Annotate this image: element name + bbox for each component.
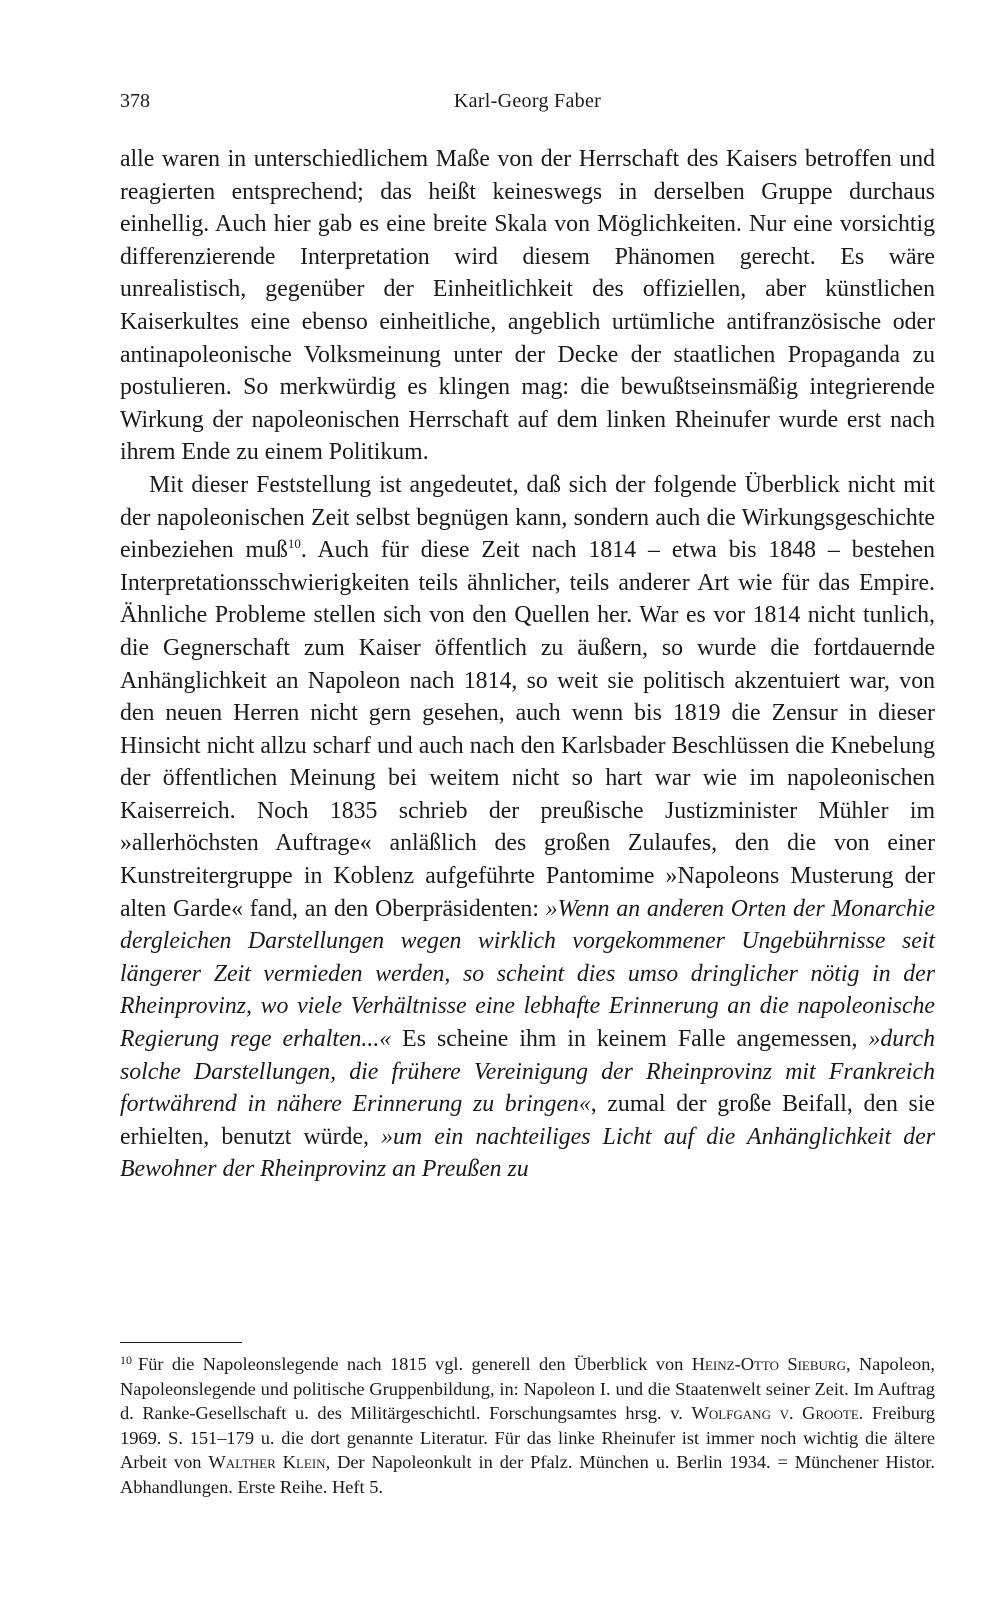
- editor-name: Wolfgang v. Groote: [691, 1403, 859, 1424]
- body-text: [120, 143, 935, 1186]
- paragraph-2-text: , zumal der große Beifall, den sie erhielten, benutzt würde,: [120, 1091, 935, 1150]
- footnote-text: . Freiburg 1969. S. 151–179 u. die dort genannte Literatur. Für das linke Rheinufer ist immer noch wichtig die ältere Arbeit von: [120, 1403, 935, 1473]
- footnote-text: Für die Napoleonslegende nach 1815 vgl. generell den Überblick von: [138, 1354, 692, 1374]
- page-number: 378: [120, 90, 150, 112]
- footnote-text: , Der Napoleonkult in der Pfalz. München u. Berlin 1934. = Münchener Histor. Abhandlungen. Erste Reihe. Heft 5.: [120, 1452, 936, 1497]
- page-header: [120, 90, 935, 120]
- quotation-3: »um ein nachteiliges Licht auf die Anhänglichkeit der Bewohner der Rheinprovinz an Preußen zu: [120, 1123, 935, 1183]
- paragraph-1: alle waren in unterschiedlichem Maße von der Herrschaft des Kaisers betroffen und reagierten entsprechend; das heißt keineswegs in derselben Gruppe durchaus einhellig. Auch hier gab es eine breite Skala von Möglichkeiten. Nur eine vorsichtig differenzierende Interpretation wird diesem Phänomen gerecht. Es wäre unrealistisch, gegenüber der Einheitlichkeit des offiziellen, aber künstlichen Kaiserkultes eine ebenso einheitliche, angeblich urtümliche antifranzösische oder antinapoleonische Volksmeinung unter der Decke der staatlichen Propaganda zu postulieren. So merkwürdig es klingen mag: die bewußtseinsmäßig integrierende Wirkung der napoleonischen Herrschaft auf dem linken Rheinufer wurde erst nach ihrem Ende zu einem Politikum.: [120, 146, 935, 466]
- author-name: Heinz-Otto Sieburg: [691, 1354, 846, 1374]
- footnote-text: , Napoleon, Napoleonslegende und politische Gruppenbildung, in: Napoleon I. und die Staatenwelt seiner Zeit. Im Auftrag d. Ranke-Gesellschaft u. des Militärgeschichtl. Forschungsamtes hrsg. v.: [120, 1354, 935, 1424]
- footnote-number: 10: [120, 1353, 132, 1367]
- quotation-1: »Wenn an anderen Orten der Monarchie dergleichen Darstellungen wegen wirklich vorgekommener Ungebührnisse seit längerer Zeit vermieden werden, so scheint dies umso dringlicher nötig in der Rheinprovinz, wo viele Verhältnisse eine lebhafte Erinnerung an die napoleonische Regierung rege erhalten...«: [120, 895, 935, 1053]
- paragraph-2-text: Es scheine ihm in keinem Falle angemessen,: [391, 1026, 869, 1053]
- footnote-divider: [120, 1342, 242, 1343]
- quotation-2: »durch solche Darstellungen, die frühere Vereinigung der Rheinprovinz mit Frankreich fortwährend in nähere Erinnerung zu bringen«: [120, 1026, 936, 1118]
- paragraph-2-text: Mit dieser Feststellung ist angedeutet, daß sich der folgende Überblick nicht mit der napoleonischen Zeit selbst begnügen kann, sondern auch die Wirkungsgeschichte einbeziehen muß: [120, 471, 935, 564]
- paragraph-2: [120, 469, 935, 1186]
- footnote-reference: 10: [287, 536, 301, 552]
- author-name: Walther Klein: [208, 1452, 326, 1473]
- paragraph-2-text: . Auch für diese Zeit nach 1814 – etwa bis 1848 – bestehen Interpretationsschwierigkeiten teils ähnlicher, teils anderer Art wie für das Empire. Ähnliche Probleme stellen sich von den Quellen her. War es vor 1814 nicht tunlich, die Gegnerschaft zum Kaiser öffentlich zu äußern, so wurde die fortdauernde Anhänglichkeit an Napoleon nach 1814, so weit sie politisch akzentuiert war, von den neuen Herren nicht gern gesehen, auch wenn bis 1819 die Zensur in dieser Hinsicht nicht allzu scharf und auch nach den Karlsbader Beschlüssen die Knebelung der öffentlichen Meinung bei weitem nicht so hart war wie im napoleonischen Kaiserreich. Noch 1835 schrieb der preußische Justizminister Mühler im »allerhöchsten Auftrage« anläßlich des großen Zulaufes, den die von einer Kunstreitergruppe in Koblenz aufgeführte Pantomime »Napoleons Musterung der alten Garde« fand, an den Oberpräsidenten:: [120, 537, 936, 922]
- footnote: [120, 1352, 935, 1500]
- running-head: Karl-Georg Faber: [453, 90, 602, 112]
